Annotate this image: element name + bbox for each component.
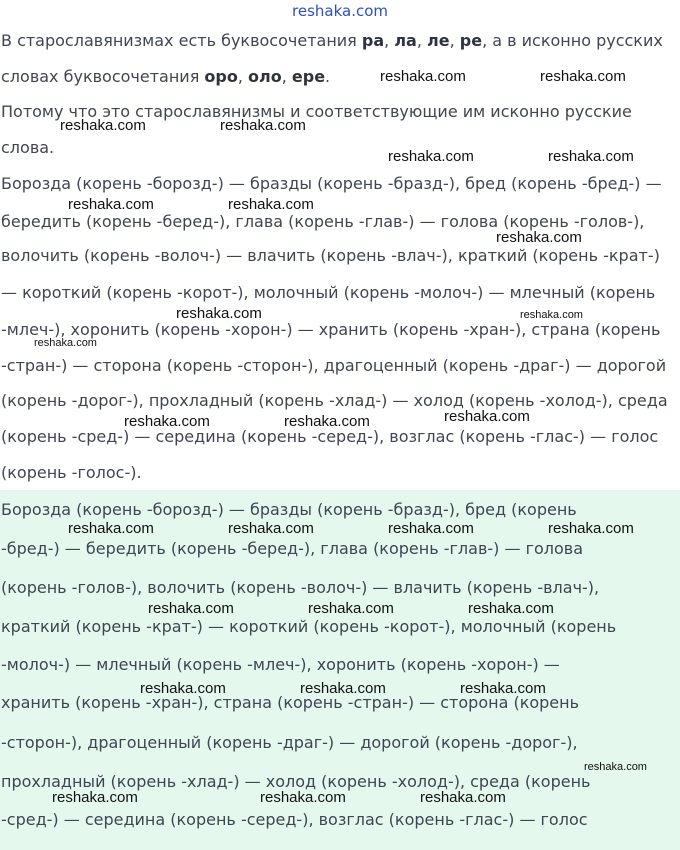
watermark: reshaka.com <box>140 680 226 697</box>
intro-line-1-prefix: В старославянизмах есть буквосочетания <box>1 31 362 50</box>
watermark: reshaka.com <box>228 520 314 537</box>
example-line: (корень -сред-) — середина (корень -серед-), возглас (корень -глас-) — голос <box>1 427 659 446</box>
answer-line: (корень -голов-), волочить (корень -волоч-) — влачить (корень -влач-), <box>1 578 600 597</box>
example-line: -млеч-), хоронить (корень -хорон-) — хранить (корень -хран-), страна (корень <box>1 320 661 339</box>
answer-line: -сторон-), драгоценный (корень -драг-) — дорогой (корень -дорог-), <box>1 733 578 752</box>
watermark: reshaka.com <box>68 520 154 537</box>
intro-line-2: словах буквосочетания оро, оло, ере. <box>1 67 331 86</box>
example-line: -стран-) — сторона (корень -сторон-), драгоценный (корень -драг-) — дорогой <box>1 356 667 375</box>
example-line: Борозда (корень -борозд-) — бразды (корень -бразд-), бред (корень -бред-) — <box>1 174 662 193</box>
watermark: reshaka.com <box>540 68 626 85</box>
watermark: reshaka.com <box>228 196 314 213</box>
example-line: (корень -голос-). <box>1 463 142 482</box>
watermark: reshaka.com <box>308 600 394 617</box>
reason-line: Потому что это старославянизмы и соответствующие им исконно русские <box>1 102 632 121</box>
answer-line: -бред-) — бередить (корень -беред-), глава (корень -глав-) — голова <box>1 539 584 558</box>
watermark: reshaka.com <box>548 520 634 537</box>
watermark: reshaka.com <box>176 305 262 322</box>
watermark: reshaka.com <box>388 520 474 537</box>
watermark: reshaka.com <box>496 229 582 246</box>
watermark: reshaka.com <box>520 309 583 321</box>
combo-la: ла <box>394 31 417 50</box>
reason-line: слова. <box>1 138 55 157</box>
watermark: reshaka.com <box>388 148 474 165</box>
watermark: reshaka.com <box>52 789 138 806</box>
example-line: (корень -дорог-), прохладный (корень -хлад-) — холод (корень -холод-), среда <box>1 391 668 410</box>
answer-line: прохладный (корень -хлад-) — холод (корень -холод-), среда (корень <box>1 772 591 791</box>
watermark: reshaka.com <box>548 148 634 165</box>
intro-line-1-suffix: , а в исконно русских <box>482 31 663 50</box>
answer-line: Борозда (корень -борозд-) — бразды (корень -бразд-), бред (корень <box>1 500 577 519</box>
combo-oro: оро <box>204 67 238 86</box>
answer-line: краткий (корень -крат-) — короткий (корень -корот-), молочный (корень <box>1 617 617 636</box>
watermark: reshaka.com <box>300 680 386 697</box>
example-line: бередить (корень -беред-), глава (корень -глав-) — голова (корень -голов-), <box>1 212 645 231</box>
watermark: reshaka.com <box>260 789 346 806</box>
combo-re: ре <box>459 31 483 50</box>
watermark: reshaka.com <box>148 600 234 617</box>
watermark: reshaka.com <box>444 408 530 425</box>
intro-line-2-prefix: словах буквосочетания <box>1 67 205 86</box>
watermark: reshaka.com <box>34 337 97 349</box>
watermark: reshaka.com <box>68 196 154 213</box>
watermark: reshaka.com <box>584 761 647 773</box>
example-line: волочить (корень -волоч-) — влачить (корень -влач-), краткий (корень -крат-) <box>1 246 660 265</box>
combo-le: ле <box>427 31 450 50</box>
combo-ra: ра <box>361 31 385 50</box>
watermark: reshaka.com <box>124 413 210 430</box>
watermark: reshaka.com <box>60 117 146 134</box>
watermark: reshaka.com <box>420 789 506 806</box>
example-line: — короткий (корень -корот-), молочный (корень -молоч-) — млечный (корень <box>1 283 656 302</box>
watermark: reshaka.com <box>468 600 554 617</box>
answer-line: -молоч-) — млечный (корень -млеч-), хоронить (корень -хорон-) — <box>1 655 560 674</box>
site-link[interactable]: reshaka.com <box>292 2 388 20</box>
combo-olo: оло <box>248 67 282 86</box>
answer-line: -сред-) — середина (корень -серед-), возглас (корень -глас-) — голос <box>1 810 588 829</box>
intro-line-1: В старославянизмах есть буквосочетания ра, ла, ле, ре, а в исконно русских <box>1 31 663 50</box>
answer-line: хранить (корень -хран-), страна (корень -стран-) — сторона (корень <box>1 693 580 712</box>
watermark: reshaka.com <box>220 117 306 134</box>
watermark: reshaka.com <box>460 680 546 697</box>
watermark: reshaka.com <box>380 68 466 85</box>
combo-ere: ере <box>291 67 326 86</box>
watermark: reshaka.com <box>284 413 370 430</box>
